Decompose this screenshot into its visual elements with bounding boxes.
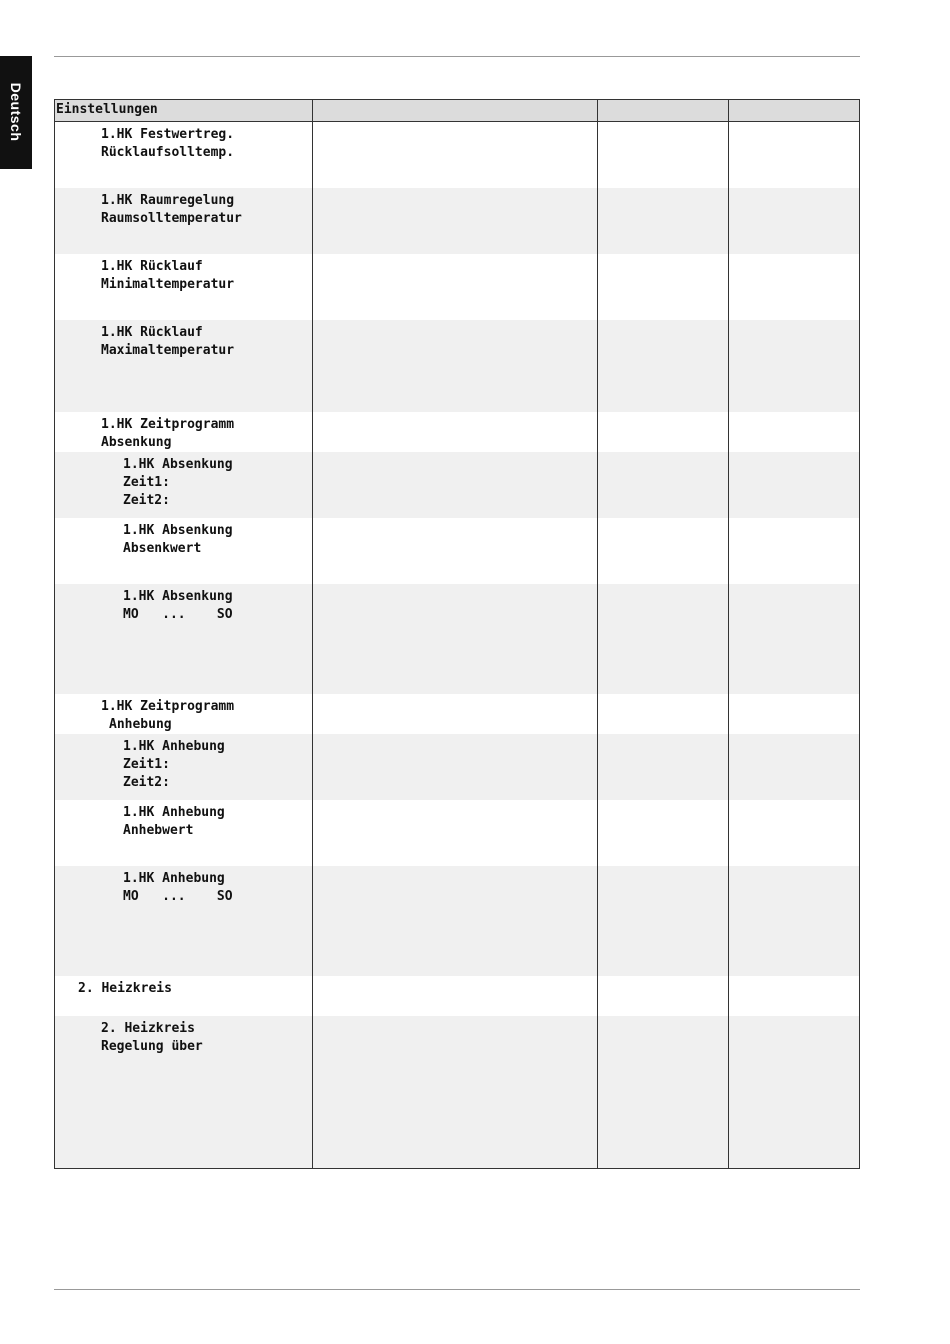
setting-detail: Regelung über (101, 1039, 203, 1054)
setting-name: 1.HK Absenkung (123, 589, 233, 604)
setting-name: 1.HK Anhebung (123, 805, 225, 820)
setting-detail: Anhebwert (123, 823, 194, 838)
top-rule (54, 56, 860, 57)
setting-detail: Minimaltemperatur (101, 277, 235, 292)
setting-name: 1.HK Raumregelung (101, 193, 235, 208)
setting-name: 1.HK Absenkung (123, 523, 233, 538)
setting-name: 2. Heizkreis (78, 981, 172, 996)
bottom-rule (54, 1289, 860, 1290)
table-row (55, 584, 859, 694)
setting-detail: Maximaltemperatur (101, 343, 235, 358)
setting-name: 1.HK Absenkung (123, 457, 233, 472)
column-divider (312, 100, 313, 1168)
column-divider (728, 100, 729, 1168)
table-row (55, 518, 859, 584)
setting-name: 1.HK Anhebung (123, 871, 225, 886)
setting-detail: Zeit2: (123, 493, 170, 508)
setting-name: 1.HK Zeitprogramm (101, 417, 235, 432)
setting-detail: Anhebung (109, 717, 172, 732)
column-divider (597, 100, 598, 1168)
language-label: Deutsch (8, 82, 24, 142)
setting-name: 1.HK Festwertreg. (101, 127, 235, 142)
setting-detail: Absenkung (101, 435, 172, 450)
table-row (55, 866, 859, 976)
setting-detail: MO ... SO (123, 889, 233, 904)
settings-table (54, 99, 860, 1169)
table-header-title: Einstellungen (56, 102, 158, 117)
table-row (55, 254, 859, 320)
setting-name: 1.HK Rücklauf (101, 325, 203, 340)
table-row (55, 188, 859, 254)
setting-name: 1.HK Rücklauf (101, 259, 203, 274)
table-row (55, 1016, 859, 1168)
table-row (55, 122, 859, 188)
setting-name: 1.HK Zeitprogramm (101, 699, 235, 714)
table-row (55, 694, 859, 734)
table-row (55, 412, 859, 452)
setting-detail: Raumsolltemperatur (101, 211, 242, 226)
table-row (55, 734, 859, 800)
table-row (55, 452, 859, 518)
table-row (55, 800, 859, 866)
setting-detail: Zeit1: (123, 475, 170, 490)
setting-name: 2. Heizkreis (101, 1021, 195, 1036)
table-row (55, 320, 859, 412)
setting-detail: Absenkwert (123, 541, 202, 556)
setting-detail: Zeit2: (123, 775, 170, 790)
setting-detail: MO ... SO (123, 607, 233, 622)
language-side-tab (0, 56, 32, 169)
setting-detail: Zeit1: (123, 757, 170, 772)
setting-name: 1.HK Anhebung (123, 739, 225, 754)
table-row (55, 976, 859, 1016)
table-header (55, 100, 859, 122)
setting-detail: Rücklaufsolltemp. (101, 145, 235, 160)
